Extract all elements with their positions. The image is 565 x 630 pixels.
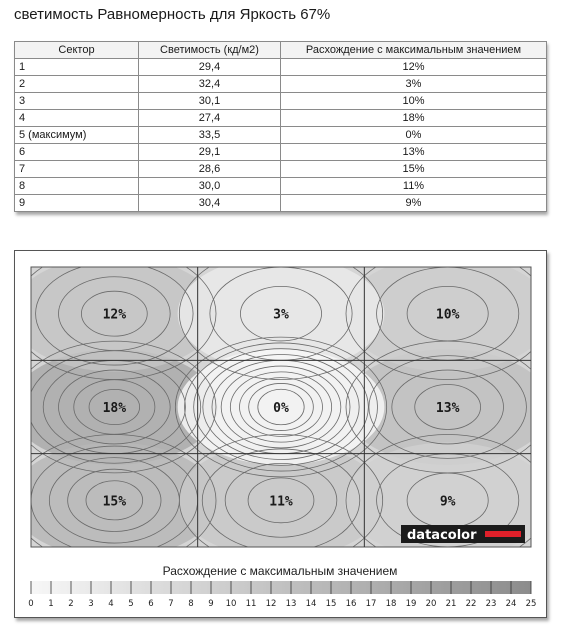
sector-label: 15% [102,494,127,510]
scale-tick-label: 7 [168,599,174,609]
sector-label: 0% [273,401,289,416]
scale-tick-label: 12 [265,599,277,609]
sector-label: 11% [269,494,293,510]
cell-luminance: 28,6 [139,161,281,178]
cell-sector: 3 [15,93,139,110]
scale-tick-label: 4 [108,599,114,609]
table-row [15,59,547,76]
scale-tick-label: 17 [365,599,377,609]
cell-deviation: 3% [281,76,547,93]
scale-tick-label: 1 [48,599,54,609]
table-row [15,127,547,144]
sector-label: 9% [439,494,456,510]
scale-tick-label: 19 [405,599,417,609]
uniformity-figure [14,250,547,618]
sector-label: 12% [102,307,127,323]
cell-luminance: 32,4 [139,76,281,93]
sector-label: 10% [435,307,460,323]
table-row [15,93,547,110]
table-row [15,110,547,127]
cell-luminance: 30,0 [139,178,281,195]
table [14,41,547,212]
cell-deviation: 12% [281,59,547,76]
scale-tick-label: 3 [88,599,94,609]
scale-tick-label: 21 [445,599,457,609]
cell-luminance: 29,1 [139,144,281,161]
table-row [15,144,547,161]
scale-tick-label: 0 [28,599,34,609]
cell-luminance: 30,1 [139,93,281,110]
scale-tick-label: 18 [385,599,397,609]
cell-luminance: 33,5 [139,127,281,144]
cell-deviation: 11% [281,178,547,195]
datacolor-logo [401,525,525,543]
sector-label: 3% [273,307,289,323]
cell-deviation: 18% [281,110,547,127]
page-title: светимость Равномерность для Яркость 67% [14,6,331,23]
scale-tick-label: 13 [285,599,297,609]
cell-deviation: 10% [281,93,547,110]
table-row [15,76,547,93]
cell-sector: 4 [15,110,139,127]
cell-deviation: 15% [281,161,547,178]
luminance-table [14,41,546,212]
cell-luminance: 27,4 [139,110,281,127]
sector-label: 13% [435,401,460,416]
logo-accent-bar [485,531,521,537]
scale-tick-label: 14 [305,599,317,609]
table-row [15,195,547,212]
cell-luminance: 30,4 [139,195,281,212]
scale-tick-label: 5 [128,599,134,609]
table-row [15,178,547,195]
cell-deviation: 13% [281,144,547,161]
scale-tick-label: 20 [425,599,437,609]
scale-tick-label: 25 [525,599,537,609]
scale-tick-label: 6 [148,599,154,609]
cell-deviation: 0% [281,127,547,144]
scale-tick-label: 11 [245,599,257,609]
scale-bar [31,581,531,594]
scale-tick-label: 8 [188,599,194,609]
sector-label: 18% [102,401,127,416]
scale-tick-label: 24 [505,599,517,609]
scale-tick-label: 2 [68,599,74,609]
cell-sector: 7 [15,161,139,178]
cell-deviation: 9% [281,195,547,212]
cell-sector: 5 (максимум) [15,127,139,144]
scale-tick-label: 10 [225,599,237,609]
cell-sector: 9 [15,195,139,212]
header-deviation: Расхождение с максимальным значением [281,42,547,59]
scale-tick-label: 9 [208,599,214,609]
cell-sector: 6 [15,144,139,161]
scale-tick-label: 15 [325,599,337,609]
scale-tick-label: 22 [465,599,477,609]
header-luminance: Светимость (кд/м2) [139,42,281,59]
scale-tick-label: 16 [345,599,357,609]
table-header-row [15,42,547,59]
table-row [15,161,547,178]
cell-sector: 8 [15,178,139,195]
uniformity-heatmap [15,251,546,617]
cell-sector: 2 [15,76,139,93]
header-sector: Сектор [15,42,139,59]
cell-sector: 1 [15,59,139,76]
cell-luminance: 29,4 [139,59,281,76]
scale-tick-label: 23 [485,599,497,609]
scale-title: Расхождение с максимальным значением [162,564,398,578]
logo-text: datacolor [407,528,477,543]
